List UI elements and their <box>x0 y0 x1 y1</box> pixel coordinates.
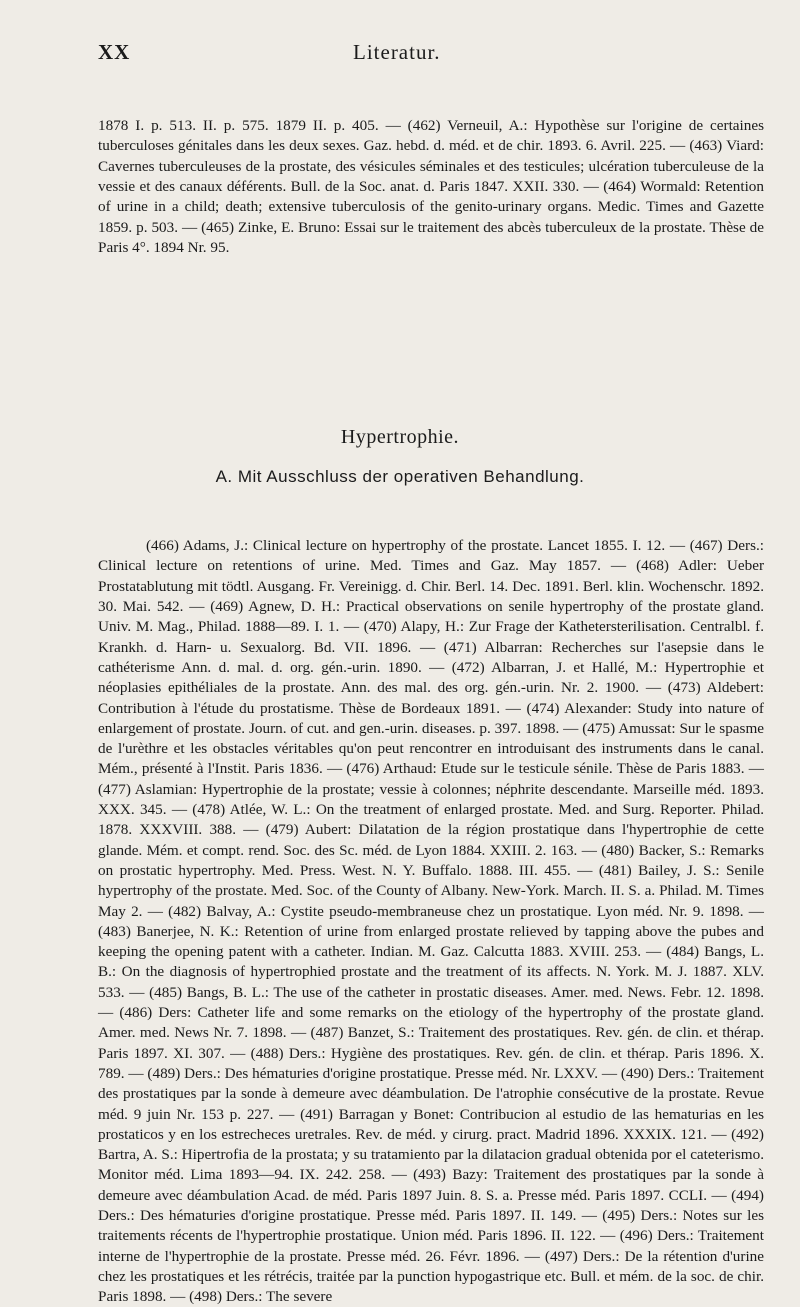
page-number: XX <box>98 40 131 64</box>
bibliography-paragraph: (466) Adams, J.: Clinical lecture on hypertrophy of the prostate. Lancet 1855. I. 12. — (467) Ders.: Clinical lecture on retentions of urine. Med. Times and Gaz. May 1857. — (468) Adler: Ueber Prostatablutung mit tödtl. Ausgang. Fr. Vereinigg. d. Chir. Berl. 14. Dec. 1891. Berl. klin. Wochenschr. 1892. 30. Mai. 542. — (469) Agnew, D. H.: Practical observations on senile hypertrophy of the prostate gland. Univ. M. Mag., Philad. 1888—89. I. 1. — (470) Alapy, H.: Zur Frage der Kathetersterilisation. Centralbl. f. Krankh. d. Harn- u. Sexualorg. Bd. VII. 1896. — (471) Albarran: Recherches sur l'asepsie dans le cathéterisme Ann. d. mal. d. org. gén.-urin. 1890. — (472) Albarran, J. et Hallé, M.: Hypertrophie et néoplasies epithéliales de la prostate. Ann. des mal. des org. gén.-urin. Nr. 2. 1900. — (473) Aldebert: Contribution à l'étude du prostatisme. Thèse de Bordeaux 1891. — (474) Alexander: Study into nature of enlargement of prostate. Journ. of cut. and gen.-urin. diseases. p. 397. 1898. — (475) Amussat: Sur le spasme de l'urèthre et les obstacles véritables qu'on peut rencontrer en introduisant des instruments dans le canal. Mém., présenté à l'Instit. Paris 1836. — (476) Arthaud: Etude sur le testicule sénile. Thèse de Paris 1883. — (477) Aslamian: Hypertrophie de la prostate; vessie à colonnes; néphrite descendante. Marseille méd. 1893. XXX. 345. — (478) Atlée, W. L.: On the treatment of enlarged prostate. Med. and Surg. Reporter. Philad. 1878. XXXVIII. 388. — (479) Aubert: Dilatation de la région prostatique dans l'hypertrophie de cette glande. Mém. et compt. rend. Soc. des Sc. méd. de Lyon 1884. XXIII. 2. 163. — (480) Backer, S.: Remarks on prostatic hypertrophy. Med. Press. West. N. Y. Buffalo. 1888. III. 455. — (481) Bailey, J. S.: Senile hypertrophy of the prostate. Med. Soc. of the County of Albany. New-York. March. II. S. a. Philad. M. Times May 2. — (482) Balvay, A.: Cystite pseudo-membraneuse chez un prostatique. Lyon méd. Nr. 9. 1898. — (483) Banerjee, N. K.: Retention of urine from enlarged prostate relieved by tapping above the pubes and keeping the opening patent with a catheter. Indian. M. Gaz. Calcutta 1883. XVIII. 253. — (484) Bangs, L. B.: On the diagnosis of hypertrophied prostate and the treatment of its affects. N. York. M. J. 1887. XLV. 533. — (485) Bangs, B. L.: The use of the catheter in prostatic diseases. Amer. med. News. Febr. 12. 1898. — (486) Ders: Catheter life and some remarks on the etiology of the hypertrophy of the prostate gland. Amer. med. News Nr. 7. 1898. — (487) Banzet, S.: Traitement des prostatiques. Rev. gén. de clin. et thérap. Paris 1897. XI. 307. — (488) Ders.: Hygiène des prostatiques. Rev. gén. de clin. et thérap. Paris 1896. X. 789. — (489) Ders.: Des hématuries d'origine prostatique. Presse méd. Nr. LXXV. — (490) Ders.: Traitement des prostatiques par la sonde à demeure avec déambulation. De l'atrophie consécutive de la prostate. Revue méd. 9 juin Nr. 153 p. 227. — (491) Barragan y Bonet: Contribucion al estudio de las hematurias en les prostaticos y en los estrecheces uretrales. Rev. de méd. y cirurg. pract. Madrid 1896. XXXIX. 121. — (492) Bartra, A. S.: Hipertrofia de la prostata; y su tratamiento par la dilatacion gradual obtenida por el cateterismo. Monitor méd. Lima 1893—94. IX. 242. 258. — (493) Bazy: Traitement des prostatiques par la sonde à demeure avec déambulation Acad. de méd. Paris 1897 Juin. 8. S. a. Presse méd. Paris 1897. CCLI. — (494) Ders.: Des hématuries d'origine prostatique. Presse méd. Paris 1897. II. 149. — (495) Ders.: Notes sur les traitements récents de l'hypertrophie prostatique. Union méd. Paris 1896. II. 122. — (496) Ders.: Traitement interne de l'hypertrophie de la prostate. Presse méd. 26. Févr. 1896. — (497) Ders.: De la rétention d'urine chez les prostatiques et les rétrécis, traitée par la punction hypogastrique etc. Bull. et mém. de la soc. de chir. Paris 1898. — (498) Ders.: The severe <box>98 537 764 1306</box>
subsection-title: A. Mit Ausschluss der operativen Behandlung. <box>215 467 585 486</box>
page-header <box>98 40 748 70</box>
section-title: Hypertrophie. <box>340 426 460 448</box>
running-head: Literatur. <box>353 40 441 64</box>
bibliography-paragraph-continued: 1878 I. p. 513. II. p. 575. 1879 II. p. 405. — (462) Verneuil, A.: Hypothèse sur l'origine de certaines tuberculoses génitales dans les deux sexes. Gaz. hebd. d. méd. et de chir. 1893. 6. Avril. 225. — (463) Viard: Cavernes tuberculeuses de la prostate, des vésicules séminales et des testicules; ulcération tuberculeuse de la vessie et des canaux déférents. Bull. de la Soc. anat. d. Paris 1847. XXII. 330. — (464) Wormald: Retention of urine in a child; death; extensive tuberculosis of the genito-urinary organs. Medic. Times and Gazette 1859. p. 503. — (465) Zinke, E. Bruno: Essai sur le traitement des abcès tuberculeux de la prostate. Thèse de Paris 4°. 1894 Nr. 95. <box>98 117 764 256</box>
